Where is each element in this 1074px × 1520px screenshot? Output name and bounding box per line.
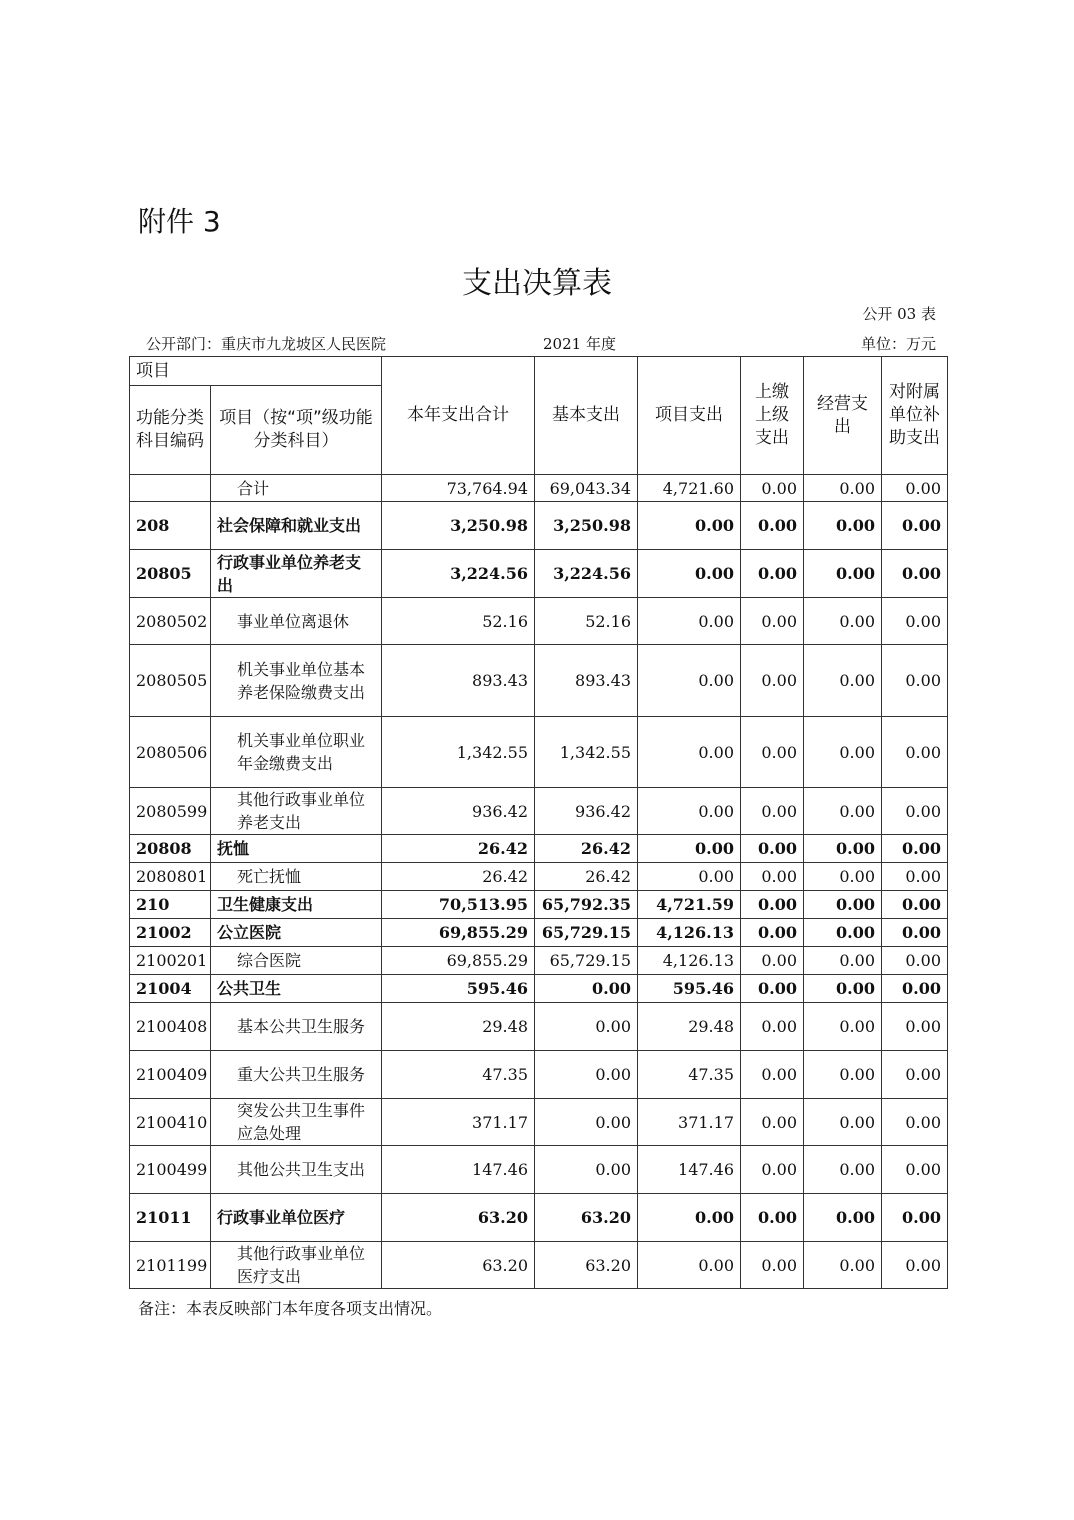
cell-subsidy: 0.00 xyxy=(882,717,948,788)
page-title: 支出决算表 xyxy=(462,266,612,301)
cell-project: 0.00 xyxy=(638,1194,741,1242)
cell-total: 3,224.56 xyxy=(382,550,535,598)
cell-name: 公立医院 xyxy=(211,919,382,947)
cell-project: 0.00 xyxy=(638,835,741,863)
table-row xyxy=(130,645,948,717)
cell-basic: 65,792.35 xyxy=(535,891,638,919)
cell-upper: 0.00 xyxy=(741,1051,804,1099)
cell-business: 0.00 xyxy=(804,1194,882,1242)
cell-subsidy: 0.00 xyxy=(882,835,948,863)
header-name: 项目（按“项”级功能分类科目） xyxy=(211,386,382,475)
header-code: 功能分类科目编码 xyxy=(130,386,211,475)
cell-name: 综合医院 xyxy=(211,947,382,975)
cell-code: 20808 xyxy=(130,835,211,863)
cell-basic: 63.20 xyxy=(535,1242,638,1289)
cell-business: 0.00 xyxy=(804,550,882,598)
cell-basic: 26.42 xyxy=(535,863,638,891)
cell-project: 4,721.60 xyxy=(638,475,741,502)
cell-code: 2080801 xyxy=(130,863,211,891)
cell-total: 936.42 xyxy=(382,788,535,835)
cell-business: 0.00 xyxy=(804,835,882,863)
table-row xyxy=(130,863,948,891)
cell-upper: 0.00 xyxy=(741,1194,804,1242)
cell-basic: 0.00 xyxy=(535,1146,638,1194)
footnote: 备注：本表反映部门本年度各项支出情况。 xyxy=(138,1299,443,1318)
cell-name: 合计 xyxy=(211,475,382,502)
cell-code: 2080502 xyxy=(130,598,211,645)
cell-name: 抚恤 xyxy=(211,835,382,863)
cell-basic: 3,224.56 xyxy=(535,550,638,598)
header-subsidy: 对附属单位补助支出 xyxy=(882,357,948,475)
cell-code: 2100408 xyxy=(130,1003,211,1051)
header-business: 经营支出 xyxy=(804,357,882,475)
cell-upper: 0.00 xyxy=(741,1146,804,1194)
cell-business: 0.00 xyxy=(804,1003,882,1051)
cell-code: 2080506 xyxy=(130,717,211,788)
cell-business: 0.00 xyxy=(804,645,882,717)
cell-total: 69,855.29 xyxy=(382,919,535,947)
cell-project: 147.46 xyxy=(638,1146,741,1194)
cell-total: 26.42 xyxy=(382,863,535,891)
cell-code: 20805 xyxy=(130,550,211,598)
cell-name: 其他行政事业单位医疗支出 xyxy=(211,1242,382,1289)
cell-upper: 0.00 xyxy=(741,975,804,1003)
cell-total: 26.42 xyxy=(382,835,535,863)
cell-basic: 0.00 xyxy=(535,1051,638,1099)
cell-subsidy: 0.00 xyxy=(882,788,948,835)
cell-name: 机关事业单位基本养老保险缴费支出 xyxy=(211,645,382,717)
cell-code: 21004 xyxy=(130,975,211,1003)
cell-business: 0.00 xyxy=(804,975,882,1003)
cell-business: 0.00 xyxy=(804,598,882,645)
cell-total: 73,764.94 xyxy=(382,475,535,502)
cell-project: 371.17 xyxy=(638,1099,741,1146)
cell-subsidy: 0.00 xyxy=(882,550,948,598)
cell-code: 2080599 xyxy=(130,788,211,835)
cell-name: 公共卫生 xyxy=(211,975,382,1003)
cell-basic: 0.00 xyxy=(535,1099,638,1146)
cell-basic: 936.42 xyxy=(535,788,638,835)
cell-total: 1,342.55 xyxy=(382,717,535,788)
cell-subsidy: 0.00 xyxy=(882,475,948,502)
cell-name: 基本公共卫生服务 xyxy=(211,1003,382,1051)
cell-code: 21011 xyxy=(130,1194,211,1242)
table-row xyxy=(130,717,948,788)
cell-upper: 0.00 xyxy=(741,550,804,598)
cell-name: 卫生健康支出 xyxy=(211,891,382,919)
cell-business: 0.00 xyxy=(804,891,882,919)
cell-upper: 0.00 xyxy=(741,947,804,975)
cell-project: 0.00 xyxy=(638,502,741,550)
cell-total: 3,250.98 xyxy=(382,502,535,550)
cell-code: 2100499 xyxy=(130,1146,211,1194)
table-row xyxy=(130,1099,948,1146)
cell-upper: 0.00 xyxy=(741,717,804,788)
cell-business: 0.00 xyxy=(804,1099,882,1146)
cell-code: 210 xyxy=(130,891,211,919)
cell-project: 0.00 xyxy=(638,598,741,645)
cell-total: 595.46 xyxy=(382,975,535,1003)
table-row xyxy=(130,1146,948,1194)
cell-business: 0.00 xyxy=(804,1146,882,1194)
cell-basic: 65,729.15 xyxy=(535,947,638,975)
cell-subsidy: 0.00 xyxy=(882,1003,948,1051)
cell-code: 2080505 xyxy=(130,645,211,717)
cell-project: 0.00 xyxy=(638,1242,741,1289)
cell-code xyxy=(130,475,211,502)
header-upper: 上缴上级支出 xyxy=(741,357,804,475)
table-row xyxy=(130,975,948,1003)
year-label: 2021 年度 xyxy=(543,335,616,353)
cell-business: 0.00 xyxy=(804,788,882,835)
cell-code: 2100201 xyxy=(130,947,211,975)
cell-upper: 0.00 xyxy=(741,502,804,550)
cell-name: 死亡抚恤 xyxy=(211,863,382,891)
cell-project: 4,126.13 xyxy=(638,919,741,947)
attachment-label: 附件 3 xyxy=(138,205,221,238)
cell-upper: 0.00 xyxy=(741,645,804,717)
cell-total: 371.17 xyxy=(382,1099,535,1146)
cell-name: 机关事业单位职业年金缴费支出 xyxy=(211,717,382,788)
cell-total: 893.43 xyxy=(382,645,535,717)
header-project: 项目支出 xyxy=(638,357,741,475)
cell-project: 29.48 xyxy=(638,1003,741,1051)
cell-subsidy: 0.00 xyxy=(882,975,948,1003)
cell-subsidy: 0.00 xyxy=(882,1242,948,1289)
cell-project: 0.00 xyxy=(638,550,741,598)
cell-name: 突发公共卫生事件应急处理 xyxy=(211,1099,382,1146)
table-row xyxy=(130,835,948,863)
cell-project: 0.00 xyxy=(638,645,741,717)
cell-basic: 0.00 xyxy=(535,1003,638,1051)
header-item: 项目 xyxy=(130,357,382,386)
cell-subsidy: 0.00 xyxy=(882,645,948,717)
table-row xyxy=(130,598,948,645)
table-row xyxy=(130,475,948,502)
cell-basic: 69,043.34 xyxy=(535,475,638,502)
cell-business: 0.00 xyxy=(804,502,882,550)
cell-basic: 26.42 xyxy=(535,835,638,863)
cell-name: 社会保障和就业支出 xyxy=(211,502,382,550)
cell-subsidy: 0.00 xyxy=(882,863,948,891)
cell-project: 4,126.13 xyxy=(638,947,741,975)
cell-subsidy: 0.00 xyxy=(882,947,948,975)
cell-upper: 0.00 xyxy=(741,598,804,645)
cell-code: 2101199 xyxy=(130,1242,211,1289)
table-row xyxy=(130,1194,948,1242)
cell-business: 0.00 xyxy=(804,1051,882,1099)
cell-code: 21002 xyxy=(130,919,211,947)
header-basic: 基本支出 xyxy=(535,357,638,475)
table-row xyxy=(130,550,948,598)
table-row xyxy=(130,502,948,550)
cell-business: 0.00 xyxy=(804,947,882,975)
cell-code: 208 xyxy=(130,502,211,550)
cell-subsidy: 0.00 xyxy=(882,919,948,947)
cell-subsidy: 0.00 xyxy=(882,891,948,919)
cell-total: 147.46 xyxy=(382,1146,535,1194)
cell-business: 0.00 xyxy=(804,919,882,947)
cell-basic: 893.43 xyxy=(535,645,638,717)
cell-project: 4,721.59 xyxy=(638,891,741,919)
cell-basic: 63.20 xyxy=(535,1194,638,1242)
cell-total: 52.16 xyxy=(382,598,535,645)
cell-total: 70,513.95 xyxy=(382,891,535,919)
cell-total: 47.35 xyxy=(382,1051,535,1099)
cell-basic: 52.16 xyxy=(535,598,638,645)
cell-total: 63.20 xyxy=(382,1194,535,1242)
cell-upper: 0.00 xyxy=(741,788,804,835)
cell-upper: 0.00 xyxy=(741,891,804,919)
cell-upper: 0.00 xyxy=(741,835,804,863)
cell-total: 29.48 xyxy=(382,1003,535,1051)
cell-project: 47.35 xyxy=(638,1051,741,1099)
table-row xyxy=(130,947,948,975)
cell-subsidy: 0.00 xyxy=(882,502,948,550)
cell-upper: 0.00 xyxy=(741,1099,804,1146)
cell-name: 事业单位离退休 xyxy=(211,598,382,645)
cell-upper: 0.00 xyxy=(741,1003,804,1051)
table-row xyxy=(130,1051,948,1099)
cell-business: 0.00 xyxy=(804,717,882,788)
cell-project: 0.00 xyxy=(638,863,741,891)
table-row xyxy=(130,891,948,919)
cell-upper: 0.00 xyxy=(741,475,804,502)
table-row xyxy=(130,788,948,835)
cell-total: 69,855.29 xyxy=(382,947,535,975)
header-total: 本年支出合计 xyxy=(382,357,535,475)
cell-basic: 1,342.55 xyxy=(535,717,638,788)
table-number: 公开 03 表 xyxy=(862,305,936,323)
cell-subsidy: 0.00 xyxy=(882,1051,948,1099)
cell-project: 0.00 xyxy=(638,788,741,835)
cell-code: 2100410 xyxy=(130,1099,211,1146)
cell-name: 其他行政事业单位养老支出 xyxy=(211,788,382,835)
cell-total: 63.20 xyxy=(382,1242,535,1289)
department-label: 公开部门：重庆市九龙坡区人民医院 xyxy=(146,335,387,353)
cell-business: 0.00 xyxy=(804,475,882,502)
cell-code: 2100409 xyxy=(130,1051,211,1099)
cell-name: 行政事业单位养老支出 xyxy=(211,550,382,598)
cell-business: 0.00 xyxy=(804,1242,882,1289)
cell-name: 其他公共卫生支出 xyxy=(211,1146,382,1194)
table-row xyxy=(130,1242,948,1289)
table-row xyxy=(130,1003,948,1051)
cell-upper: 0.00 xyxy=(741,863,804,891)
cell-upper: 0.00 xyxy=(741,919,804,947)
cell-subsidy: 0.00 xyxy=(882,1146,948,1194)
cell-basic: 3,250.98 xyxy=(535,502,638,550)
cell-basic: 65,729.15 xyxy=(535,919,638,947)
cell-project: 595.46 xyxy=(638,975,741,1003)
cell-business: 0.00 xyxy=(804,863,882,891)
cell-name: 重大公共卫生服务 xyxy=(211,1051,382,1099)
cell-name: 行政事业单位医疗 xyxy=(211,1194,382,1242)
cell-subsidy: 0.00 xyxy=(882,1194,948,1242)
unit-label: 单位：万元 xyxy=(860,335,936,353)
table-row xyxy=(130,919,948,947)
cell-upper: 0.00 xyxy=(741,1242,804,1289)
cell-subsidy: 0.00 xyxy=(882,1099,948,1146)
cell-subsidy: 0.00 xyxy=(882,598,948,645)
cell-project: 0.00 xyxy=(638,717,741,788)
cell-basic: 0.00 xyxy=(535,975,638,1003)
expenditure-table xyxy=(129,356,948,1289)
